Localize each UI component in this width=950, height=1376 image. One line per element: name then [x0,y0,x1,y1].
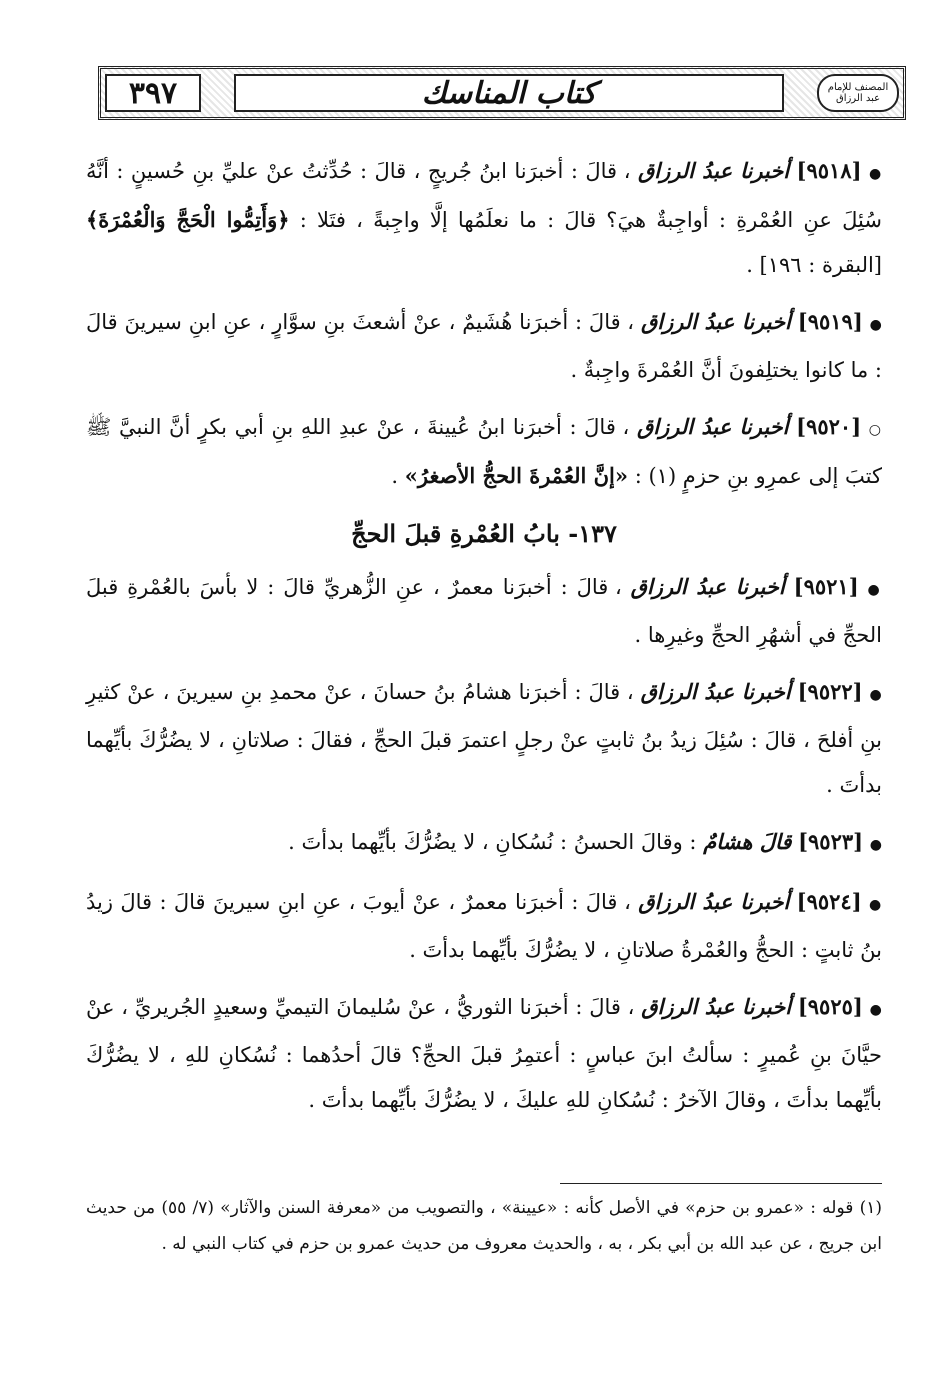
hadith-intro: أخبرنا عبدُ الرزاق [640,309,791,334]
hadith-9523 [86,819,882,868]
hadith-intro: أخبرنا عبدُ الرزاق [630,574,785,599]
hadith-intro: أخبرنا عبدُ الرزاق [636,414,789,439]
hadith-text: ، قالَ : أخبرَنا ابنُ عُيينةَ ، عنْ عبدِ اللهِ بنِ أبي بكرٍ أنَّ النبيَّ ﷺ كتبَ إلى عمرِو بنِ حزمٍ (١) : [86,415,882,488]
book-logo: المصنف للإمام عبد الرزاق [817,74,899,112]
hadith-text: : وقالَ الحسنُ : نُسُكانِ ، لا يضُرُّكَ بأيِّهما بدأتَ . [288,830,697,854]
hadith-number: [٩٥٢٥] [797,994,863,1019]
bullet-icon: ● [867,582,882,598]
bullet-icon: ● [869,166,882,182]
hadith-number: [٩٥٢١] [793,574,859,599]
hadith-9522 [86,669,882,808]
hadith-number: [٩٥١٨] [796,158,862,183]
hadith-intro: أخبرنا عبدُ الرزاق [638,889,790,914]
hadith-number: [٩٥١٩] [797,309,863,334]
hadith-9525 [86,984,882,1123]
hadith-9519 [86,299,882,393]
quran-quote: ﴿وَأَتِمُّوا الْحَجَّ وَالْعُمْرَةَ﴾ [86,207,290,232]
page-number: ٣٩٧ [105,74,201,112]
hollow-bullet-icon: ○ [868,422,882,438]
hadith-9520 [86,404,882,499]
chapter-heading: ١٣٧- بابُ العُمْرةِ قبلَ الحجِّ [351,519,617,548]
hadith-number: [٩٥٢٢] [797,679,863,704]
hadith-text: ، قالَ : أخبرَنا هُشَيمٌ ، عنْ أشعثَ بنِ سوَّارٍ ، عنِ ابنِ سيرينَ قالَ : ما كانوا يختلِفونَ أنَّ العُمْرةَ واجِبةٌ . [86,310,882,382]
hadith-text: ، قالَ : أخبرَنا الثوريُّ ، عنْ سُليمانَ التيميِّ وسعيدٍ الجُريريِّ ، عنْ حيَّانَ بنِ عُميرٍ : سألتُ ابنَ عباسٍ : أعتمِرُ قبلَ الحجِّ؟ قالَ أحدُهما : نُسُكانِ للهِ ، لا يضُرُّكَ بأيِّهما بدأتَ ، وقالَ الآخرُ : نُسُكانِ للهِ عليكَ ، لا يضُرُّكَ بأيِّهما بدأتَ . [86,995,882,1112]
hadith-tail: . [391,464,399,488]
hadith-intro: أخبرنا عبدُ الرزاق [637,158,790,183]
hadith-text: ، قالَ : أخبرَنا ابنُ جُريجٍ ، قالَ : حُدِّثتُ عنْ عليِّ بنِ حُسينٍ : أنَّهُ سُئِلَ عنِ العُمْرةِ : أواجِبةٌ هيَ؟ قالَ : ما نعلَمُها إلَّا واجِبةً ، فتَلا : [86,159,882,232]
hadith-text: ، قالَ : أخبرَنا هشامُ بنُ حسانَ ، عنْ محمدِ بنِ سيرينَ ، عنْ كثيرِ بنِ أفلحَ ، قالَ : سُئِلَ زيدُ بنُ ثابتٍ عنْ رجلٍ اعتمرَ قبلَ الحجِّ ، فقالَ : صلاتانِ ، لا يضُرُّكَ بأيِّهما بدأتَ . [86,680,882,797]
bullet-icon: ● [869,1002,882,1018]
hadith-text: ، قالَ : أخبرَنا معمرٌ ، عنْ أيوبَ ، عنِ ابنِ سيرينَ قالَ : قالَ زيدُ بنُ ثابتٍ : الحجُّ والعُمْرةُ صلاتانِ ، لا يضُرُّكَ بأيِّهما بدأتَ . [86,890,882,962]
hadith-number: [٩٥٢٤] [796,889,862,914]
hadith-intro: أخبرنا عبدُ الرزاق [640,679,791,704]
hadith-number: [٩٥٢٠] [796,414,862,439]
hadith-number: [٩٥٢٣] [798,829,864,854]
quran-reference: [البقرة : ١٩٦] . [746,253,882,277]
page-header [98,66,906,120]
bullet-icon: ● [869,687,882,703]
hadith-intro: قالَ هشامٌ [703,829,792,854]
hadith-9521 [86,564,882,658]
bullet-icon: ● [869,837,882,853]
hadith-text: ، قالَ : أخبرَنا معمرٌ ، عنِ الزُّهريِّ قالَ : لا بأسَ بالعُمْرةِ قبلَ الحجِّ في أشهُرِ الحجِّ وغيرِها . [86,575,882,647]
book-title: كتاب المناسك [234,74,784,112]
main-text [86,148,882,1134]
hadith-intro: أخبرنا عبدُ الرزاق [641,994,792,1019]
hadith-9518 [86,148,882,288]
footnote-divider [560,1183,882,1184]
hadith-9524 [86,879,882,973]
footnote: (١) قوله : «عمرو بن حزم» في الأصل كأنه : «عيينة» ، والتصويب من «معرفة السنن والآثار» (٧/ ٥٥) من حديث ابن جريج ، عن عبد الله بن أبي بكر ، به ، والحديث معروف من حديث عمرو بن حزم في كتاب النبي له . [86,1198,883,1254]
bullet-icon: ● [869,897,882,913]
prophetic-quote: «إنَّ العُمْرةَ الحجُّ الأصغرُ» [404,463,629,488]
bullet-icon: ● [869,317,882,333]
